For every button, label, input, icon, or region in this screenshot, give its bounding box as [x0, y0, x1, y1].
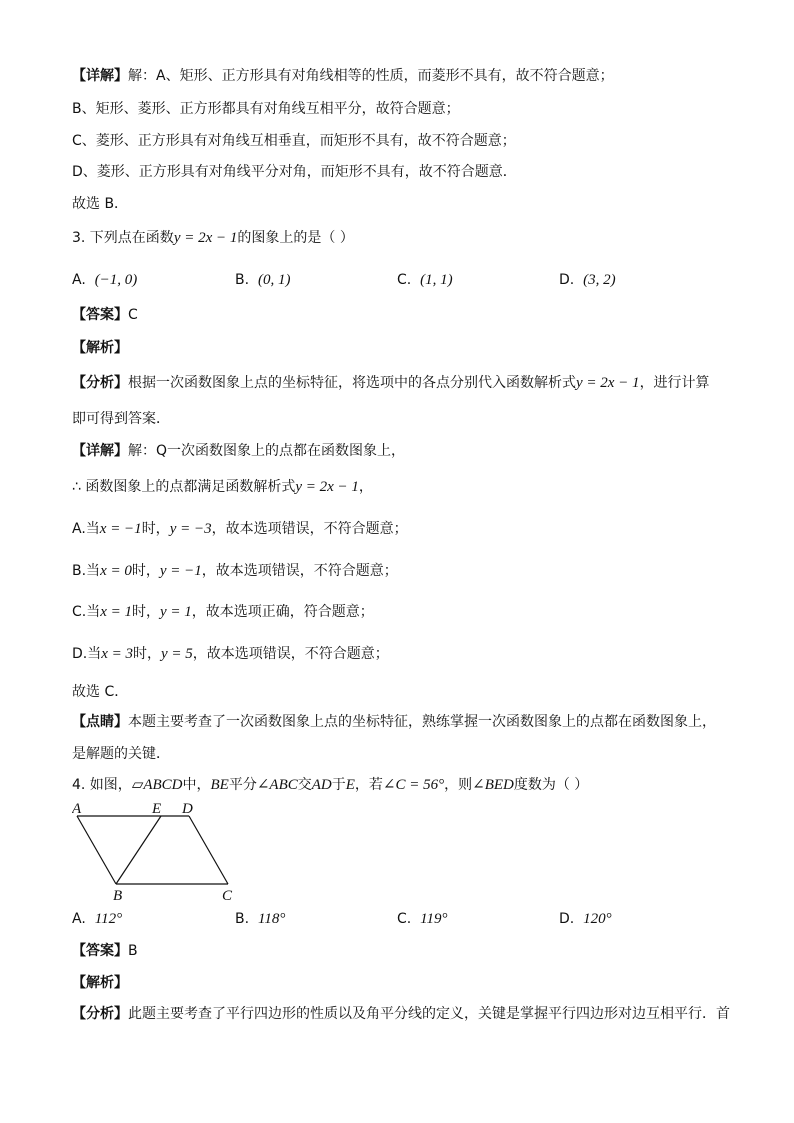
prev-detail-line-3: C、菱形、正方形具有对角线互相垂直，而矩形不具有，故不符合题意； — [72, 133, 516, 149]
q3-stem-formula: y = 2x − 1 — [173, 230, 238, 246]
vertex-label-e: E — [152, 801, 162, 817]
prev-detail-line-2: B、矩形、菱形、正方形都具有对角线互相平分，故符合题意； — [72, 101, 460, 117]
q3-case-d: D.当x = 3时，y = 5，故本选项错误，不符合题意； — [72, 646, 389, 662]
prev-detail-line-1: 【详解】解：A、矩形、正方形具有对角线相等的性质，而菱形不具有，故不符合题意； — [72, 68, 614, 84]
q3-detail-line-1: 【详解】解：Q一次函数图象上的点都在函数图象上， — [72, 443, 406, 459]
q3-analysis-line-2: 即可得到答案． — [72, 411, 170, 427]
q4-analysis-heading: 【解析】 — [72, 975, 128, 991]
prev-detail-line-4: D、菱形、正方形具有对角线平分对角，而矩形不具有，故不符合题意． — [72, 164, 517, 180]
q3-case-a: A.当x = −1时，y = −3，故本选项错误，不符合题意； — [72, 521, 408, 537]
q3-case-c: C.当x = 1时，y = 1，故本选项正确，符合题意； — [72, 604, 374, 620]
q3-analysis-line-1: 【分析】根据一次函数图象上点的坐标特征，将选项中的各点分别代入函数解析式y = 2x − 1，进行计算 — [72, 375, 710, 391]
q4-option-c[interactable]: C. 119° — [397, 911, 448, 927]
q3-option-a[interactable]: A. (−1, 0) — [72, 272, 138, 288]
vertex-label-c: C — [222, 888, 233, 904]
q3-answer: 【答案】C — [72, 307, 138, 323]
q4-stem: 4. 如图，▱ABCD中，BE平分∠ABC交AD于E，若∠C = 56°，则∠BED度数为（ ） — [72, 777, 589, 793]
q3-detail-line-2: ∴ 函数图象上的点都满足函数解析式y = 2x − 1， — [72, 479, 373, 495]
q4-option-a[interactable]: A. 112° — [72, 911, 123, 927]
vertex-label-b: B — [113, 888, 123, 904]
segment-be — [116, 816, 161, 884]
q3-option-b[interactable]: B. (0, 1) — [235, 272, 291, 288]
q4-option-b[interactable]: B. 118° — [235, 911, 286, 927]
side-ba — [77, 816, 116, 884]
prev-conclusion: 故选 B． — [72, 196, 129, 212]
q3-analysis-heading: 【解析】 — [72, 340, 128, 356]
side-dc — [189, 816, 228, 884]
vertex-label-d: D — [182, 801, 193, 817]
q3-conclusion: 故选 C． — [72, 684, 129, 700]
q4-answer: 【答案】B — [72, 943, 138, 959]
q4-option-d[interactable]: D. 120° — [559, 911, 612, 927]
q3-stem: 3. 下列点在函数y = 2x − 1的图象上的是（ ） — [72, 230, 354, 246]
q3-comment-line-2: 是解题的关键． — [72, 746, 170, 762]
q3-case-b: B.当x = 0时，y = −1，故本选项错误，不符合题意； — [72, 563, 398, 579]
q3-option-d[interactable]: D. (3, 2) — [559, 272, 616, 288]
parallelogram-figure — [72, 800, 252, 904]
vertex-label-a: A — [72, 801, 82, 817]
q4-analysis-line-1: 【分析】此题主要考查了平行四边形的性质以及角平分线的定义，关键是掌握平行四边形对边互相平行．首 — [72, 1006, 730, 1022]
detail-tag: 【详解】 — [72, 68, 128, 84]
q3-option-c[interactable]: C. (1, 1) — [397, 272, 453, 288]
q3-comment-line-1: 【点睛】本题主要考查了一次函数图象上点的坐标特征，熟练掌握一次函数图象上的点都在函数图象上， — [72, 714, 716, 730]
